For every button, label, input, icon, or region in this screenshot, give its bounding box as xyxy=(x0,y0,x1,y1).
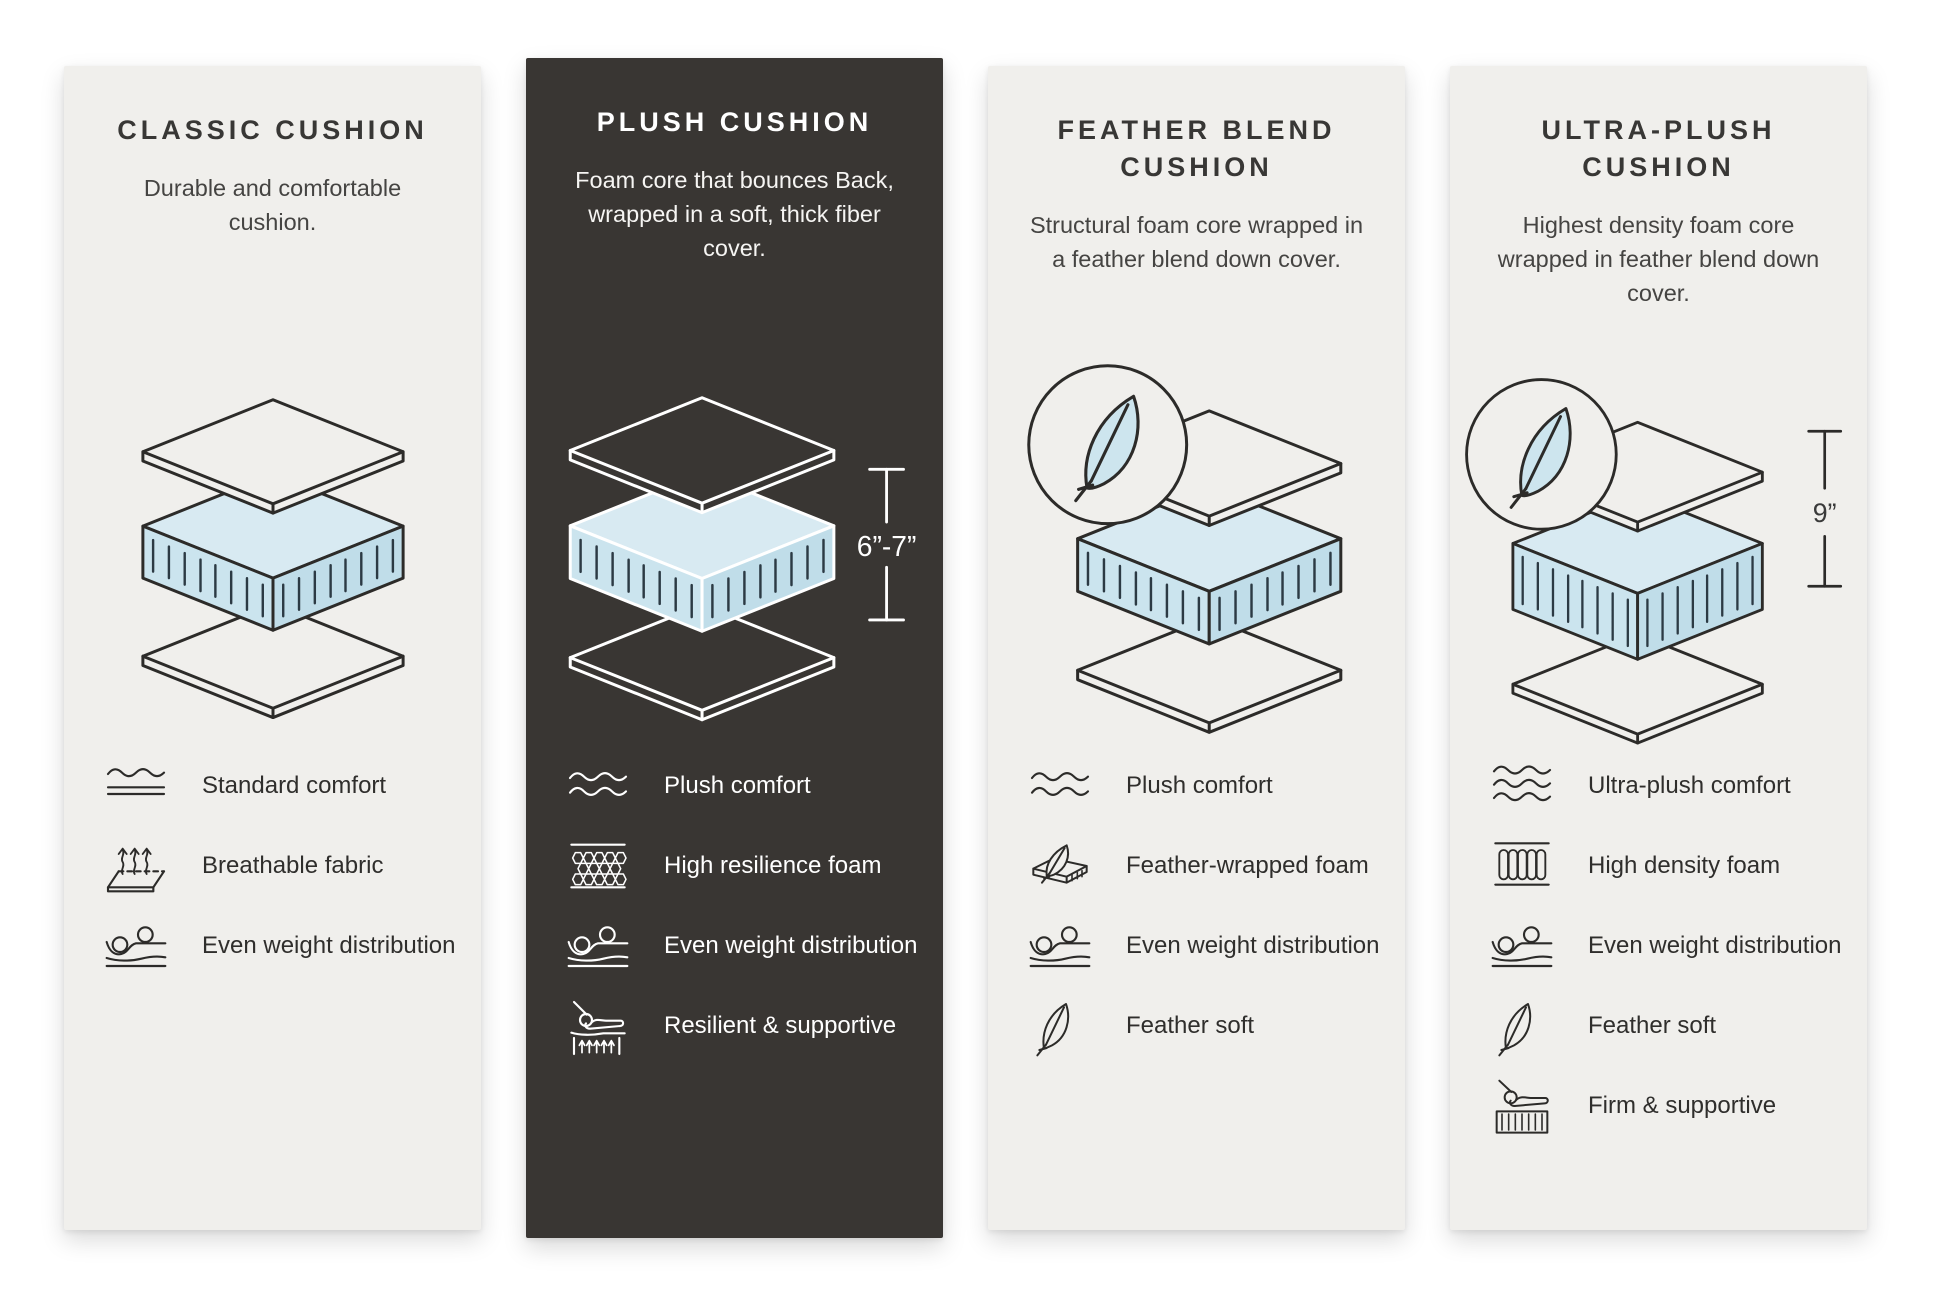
top-cover-layer xyxy=(142,400,402,513)
feature-label: Plush comfort xyxy=(664,772,811,799)
top-cover-layer xyxy=(570,398,834,513)
feature-item xyxy=(1028,754,1383,818)
card-description: Foam core that bounces Back, wrapped in a soft, thick fiber cover. xyxy=(575,167,894,261)
card-ultra-plush-cushion xyxy=(1450,66,1867,1230)
feature-item xyxy=(566,914,921,978)
feature-label: Feather soft xyxy=(1588,1012,1717,1039)
body-support-arrows-icon xyxy=(566,994,630,1058)
double-wave-icon xyxy=(566,754,630,818)
feather-wrapped-foam-icon xyxy=(1028,834,1092,898)
even-weight-icon xyxy=(1490,914,1554,978)
body-on-coils-icon xyxy=(1490,1074,1554,1138)
feature-label: Feather soft xyxy=(1126,1012,1255,1039)
feature-item xyxy=(104,754,459,818)
feature-item xyxy=(1028,914,1383,978)
cushion-layers-diagram xyxy=(1450,376,1867,750)
feature-item xyxy=(566,754,921,818)
feature-item xyxy=(1028,834,1383,898)
feature-item xyxy=(1490,754,1845,818)
height-measurement-label: 6”-7” xyxy=(856,529,916,562)
feature-list xyxy=(1490,754,1845,1154)
even-weight-icon xyxy=(1028,914,1092,978)
height-measurement-label: 9” xyxy=(1812,498,1837,529)
feather-icon xyxy=(1490,994,1554,1058)
card-title: PLUSH CUSHION xyxy=(596,107,873,137)
feature-label: Even weight distribution xyxy=(664,932,918,959)
feature-list xyxy=(1028,754,1383,1074)
card-plush-cushion xyxy=(526,58,943,1238)
feature-item xyxy=(1028,994,1383,1058)
feature-label: Firm & supportive xyxy=(1588,1092,1777,1119)
feature-list xyxy=(566,754,921,1074)
feature-label: Feather-wrapped foam xyxy=(1126,852,1369,879)
feature-label: Even weight distribution xyxy=(1126,932,1380,959)
card-description: Highest density foam core wrapped in feather blend down cover. xyxy=(1497,212,1820,306)
card-classic-cushion xyxy=(64,66,481,1230)
feature-label: Plush comfort xyxy=(1126,772,1273,799)
feature-list xyxy=(104,754,459,994)
feature-item xyxy=(566,834,921,898)
feature-item xyxy=(1490,914,1845,978)
even-weight-icon xyxy=(104,914,168,978)
honeycomb-foam-icon xyxy=(566,834,630,898)
breathable-fabric-icon xyxy=(104,834,168,898)
card-title: FEATHER BLEND CUSHION xyxy=(1057,115,1336,182)
feature-label: High resilience foam xyxy=(664,852,882,879)
card-description: Structural foam core wrapped in a feather blend down cover. xyxy=(1029,212,1364,272)
feature-label: Even weight distribution xyxy=(1588,932,1842,959)
even-weight-icon xyxy=(566,914,630,978)
feature-label: Ultra-plush comfort xyxy=(1588,772,1791,799)
cushion-layers-diagram xyxy=(526,394,943,725)
double-wave-icon xyxy=(1028,754,1092,818)
feature-label: Resilient & supportive xyxy=(664,1012,897,1039)
cushion-layers-diagram xyxy=(988,362,1405,742)
single-wave-icon xyxy=(104,754,168,818)
feature-label: Standard comfort xyxy=(202,772,387,799)
card-description: Durable and comfortable cushion. xyxy=(143,175,402,235)
card-title: CLASSIC CUSHION xyxy=(117,115,428,145)
feature-item xyxy=(566,994,921,1058)
feature-item xyxy=(104,914,459,978)
feature-item xyxy=(104,834,459,898)
card-title: ULTRA-PLUSH CUSHION xyxy=(1541,115,1776,182)
foam-coils-icon xyxy=(1490,834,1554,898)
feather-icon xyxy=(1028,994,1092,1058)
feature-label: Breathable fabric xyxy=(202,852,384,879)
triple-wave-icon xyxy=(1490,754,1554,818)
feature-item xyxy=(1490,994,1845,1058)
feature-label: Even weight distribution xyxy=(202,932,456,959)
cushion-layers-diagram xyxy=(64,396,481,723)
feature-label: High density foam xyxy=(1588,852,1781,879)
feather-badge-icon xyxy=(1466,380,1616,530)
feather-badge-icon xyxy=(1028,366,1186,524)
card-feather-blend-cushion xyxy=(988,66,1405,1230)
feature-item xyxy=(1490,1074,1845,1138)
feature-item xyxy=(1490,834,1845,898)
